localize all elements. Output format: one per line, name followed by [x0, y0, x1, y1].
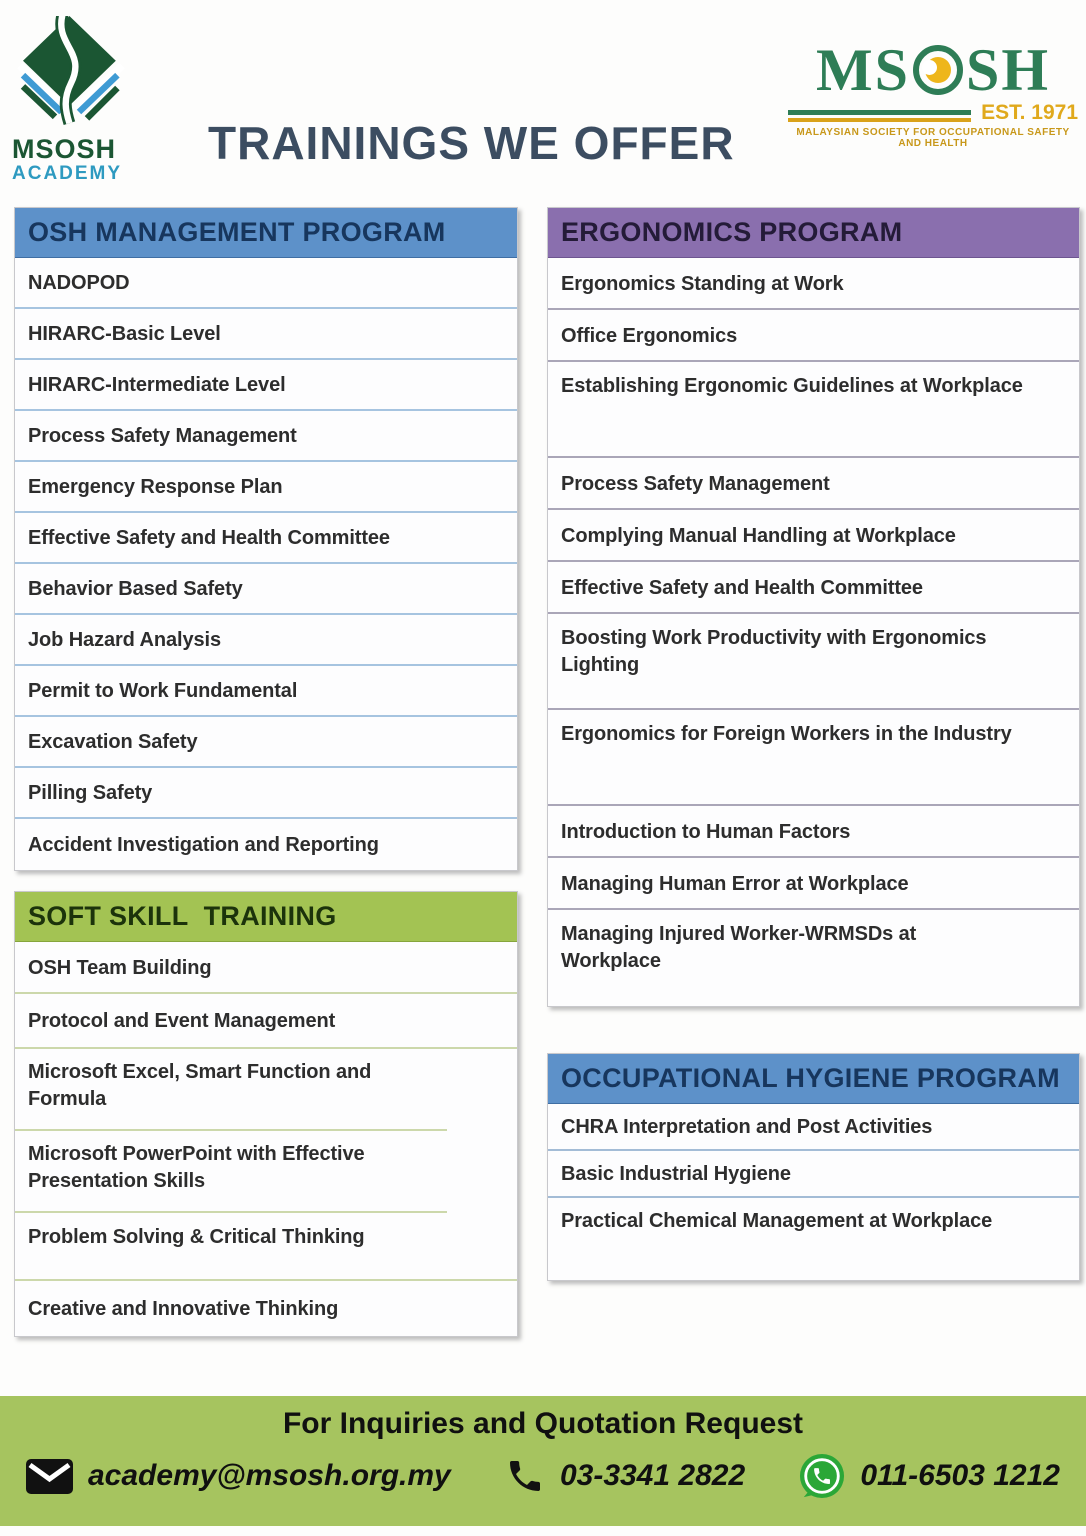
msosh-academy-logo [12, 16, 172, 186]
training-item: Problem Solving & Critical Thinking [15, 1213, 517, 1281]
training-item: Protocol and Event Management [15, 994, 517, 1049]
training-item: Process Safety Management [15, 411, 517, 462]
training-item: Job Hazard Analysis [15, 615, 517, 666]
training-item: OSH Team Building [15, 942, 517, 994]
whatsapp-contact [799, 1453, 1060, 1499]
section-soft-skill [14, 891, 518, 1337]
email-contact [26, 1459, 451, 1494]
section-header-osh: OSH MANAGEMENT PROGRAM [15, 208, 517, 258]
training-item: Creative and Innovative Thinking [28, 1298, 339, 1320]
training-item: Complying Manual Handling at Workplace [548, 510, 1079, 562]
training-item: CHRA Interpretation and Post Activities [548, 1104, 1079, 1151]
training-item: NADOPOD [15, 258, 517, 309]
training-item: HIRARC-Basic Level [15, 309, 517, 360]
training-item: Excavation Safety [15, 717, 517, 768]
whatsapp-icon [799, 1453, 845, 1499]
training-item: Managing Injured Worker-WRMSDs at Workplace [561, 923, 917, 972]
training-columns [14, 207, 1080, 1337]
training-item: Ergonomics Standing at Work [548, 258, 1079, 310]
msosh-est-label: EST. 1971 [981, 101, 1078, 124]
training-item: Microsoft Excel, Smart Function and Formula [15, 1049, 447, 1131]
training-item: Effective Safety and Health Committee [15, 513, 517, 564]
training-item: Boosting Work Productivity with Ergonomics Lighting [548, 614, 1079, 710]
msosh-logo-bars [788, 110, 971, 123]
training-item: Ergonomics for Foreign Workers in the Industry [548, 710, 1079, 806]
academy-logo-sub: ACADEMY [12, 163, 123, 185]
training-item: Effective Safety and Health Committee [548, 562, 1079, 614]
training-item: HIRARC-Intermediate Level [15, 360, 517, 411]
training-item: Emergency Response Plan [15, 462, 517, 513]
section-osh-management [14, 207, 518, 871]
academy-logo-name: MSOSH [12, 134, 117, 164]
msosh-logo-word [788, 37, 1078, 103]
training-item: Accident Investigation and Reporting [28, 834, 379, 856]
training-item: Permit to Work Fundamental [15, 666, 517, 717]
msosh-word-right: SH [965, 37, 1051, 103]
training-item: Introduction to Human Factors [548, 806, 1079, 858]
msosh-word-left: MS [815, 37, 910, 103]
envelope-icon [26, 1459, 73, 1494]
phone-icon [505, 1456, 545, 1496]
email-address: academy@msosh.org.my [88, 1459, 451, 1492]
page-title: TRAININGS WE OFFER [208, 117, 735, 169]
training-item: Office Ergonomics [548, 310, 1079, 362]
training-item: Managing Human Error at Workplace [548, 858, 1079, 910]
footer-band [0, 1396, 1086, 1526]
training-item: Process Safety Management [548, 458, 1079, 510]
training-item: Pilling Safety [15, 768, 517, 819]
msosh-tagline: MALAYSIAN SOCIETY FOR OCCUPATIONAL SAFETY AND HEALTH [796, 126, 1070, 149]
footer-title: For Inquiries and Quotation Request [282, 1407, 804, 1440]
section-header-hygiene: OCCUPATIONAL HYGIENE PROGRAM [548, 1054, 1079, 1104]
section-header-soft-skill: SOFT SKILL TRAINING [15, 892, 517, 942]
section-occupational-hygiene [547, 1053, 1080, 1281]
academy-book-icon [12, 16, 130, 128]
training-item: Establishing Ergonomic Guidelines at Workplace [548, 362, 1079, 458]
msosh-logo [788, 37, 1078, 149]
phone-contact [505, 1456, 745, 1496]
whatsapp-number: 011-6503 1212 [860, 1459, 1060, 1492]
section-ergonomics [547, 207, 1080, 1007]
training-item: Basic Industrial Hygiene [548, 1151, 1079, 1198]
phone-number: 03-3341 2822 [559, 1459, 746, 1492]
section-header-ergonomics: ERGONOMICS PROGRAM [548, 208, 1079, 258]
training-item: Practical Chemical Management at Workplace [561, 1210, 993, 1232]
training-item: Microsoft PowerPoint with Effective Presentation Skills [15, 1131, 447, 1213]
msosh-sun-icon [913, 45, 963, 95]
training-item: Behavior Based Safety [15, 564, 517, 615]
